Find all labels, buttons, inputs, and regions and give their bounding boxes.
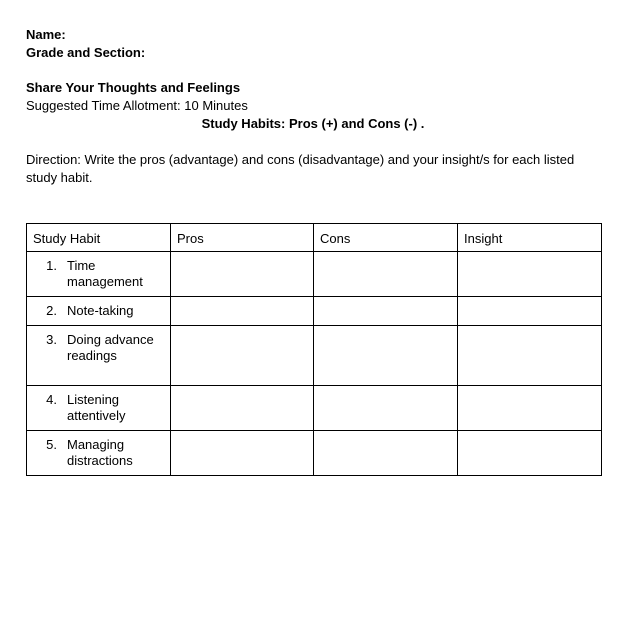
header-pros: Pros bbox=[171, 224, 314, 252]
habit-name: Note-taking bbox=[67, 303, 134, 318]
grade-section-label: Grade and Section: bbox=[26, 45, 146, 60]
table-subtitle: Study Habits: Pros (+) and Cons (-) . bbox=[201, 116, 425, 131]
insight-cell[interactable] bbox=[458, 297, 602, 326]
header-study-habit: Study Habit bbox=[27, 224, 171, 252]
header-insight: Insight bbox=[458, 224, 602, 252]
habit-cell bbox=[27, 252, 171, 297]
habit-cell bbox=[27, 386, 171, 431]
cons-cell[interactable] bbox=[314, 326, 458, 386]
habit-number: 1. bbox=[46, 258, 57, 273]
activity-title: Share Your Thoughts and Feelings bbox=[26, 80, 241, 95]
table-header-row bbox=[27, 224, 602, 252]
table-row bbox=[27, 431, 602, 476]
habit-cell bbox=[27, 326, 171, 386]
habit-number: 4. bbox=[46, 392, 57, 407]
habit-cell bbox=[27, 297, 171, 326]
habit-name: Listening attentively bbox=[67, 392, 126, 423]
cons-cell[interactable] bbox=[314, 431, 458, 476]
table-row bbox=[27, 297, 602, 326]
name-label: Name: bbox=[26, 27, 66, 42]
insight-cell[interactable] bbox=[458, 326, 602, 386]
habit-number: 5. bbox=[46, 437, 57, 452]
habit-name: Managing distractions bbox=[67, 437, 133, 468]
cons-cell[interactable] bbox=[314, 297, 458, 326]
study-habits-table bbox=[26, 223, 602, 476]
header-cons: Cons bbox=[314, 224, 458, 252]
time-allotment: Suggested Time Allotment: 10 Minutes bbox=[26, 98, 248, 113]
insight-cell[interactable] bbox=[458, 431, 602, 476]
insight-cell[interactable] bbox=[458, 386, 602, 431]
pros-cell[interactable] bbox=[171, 326, 314, 386]
pros-cell[interactable] bbox=[171, 386, 314, 431]
insight-cell[interactable] bbox=[458, 252, 602, 297]
cons-cell[interactable] bbox=[314, 386, 458, 431]
table-row bbox=[27, 386, 602, 431]
cons-cell[interactable] bbox=[314, 252, 458, 297]
habit-number: 2. bbox=[46, 303, 57, 318]
habit-name: Doing advance readings bbox=[67, 332, 154, 363]
pros-cell[interactable] bbox=[171, 297, 314, 326]
pros-cell[interactable] bbox=[171, 252, 314, 297]
habit-cell bbox=[27, 431, 171, 476]
table-row bbox=[27, 326, 602, 386]
pros-cell[interactable] bbox=[171, 431, 314, 476]
table-row bbox=[27, 252, 602, 297]
habit-number: 3. bbox=[46, 332, 57, 347]
direction-text: Direction: Write the pros (advantage) and cons (disadvantage) and your insight/s for each listed study habit. bbox=[26, 152, 575, 185]
habit-name: Time management bbox=[67, 258, 143, 289]
